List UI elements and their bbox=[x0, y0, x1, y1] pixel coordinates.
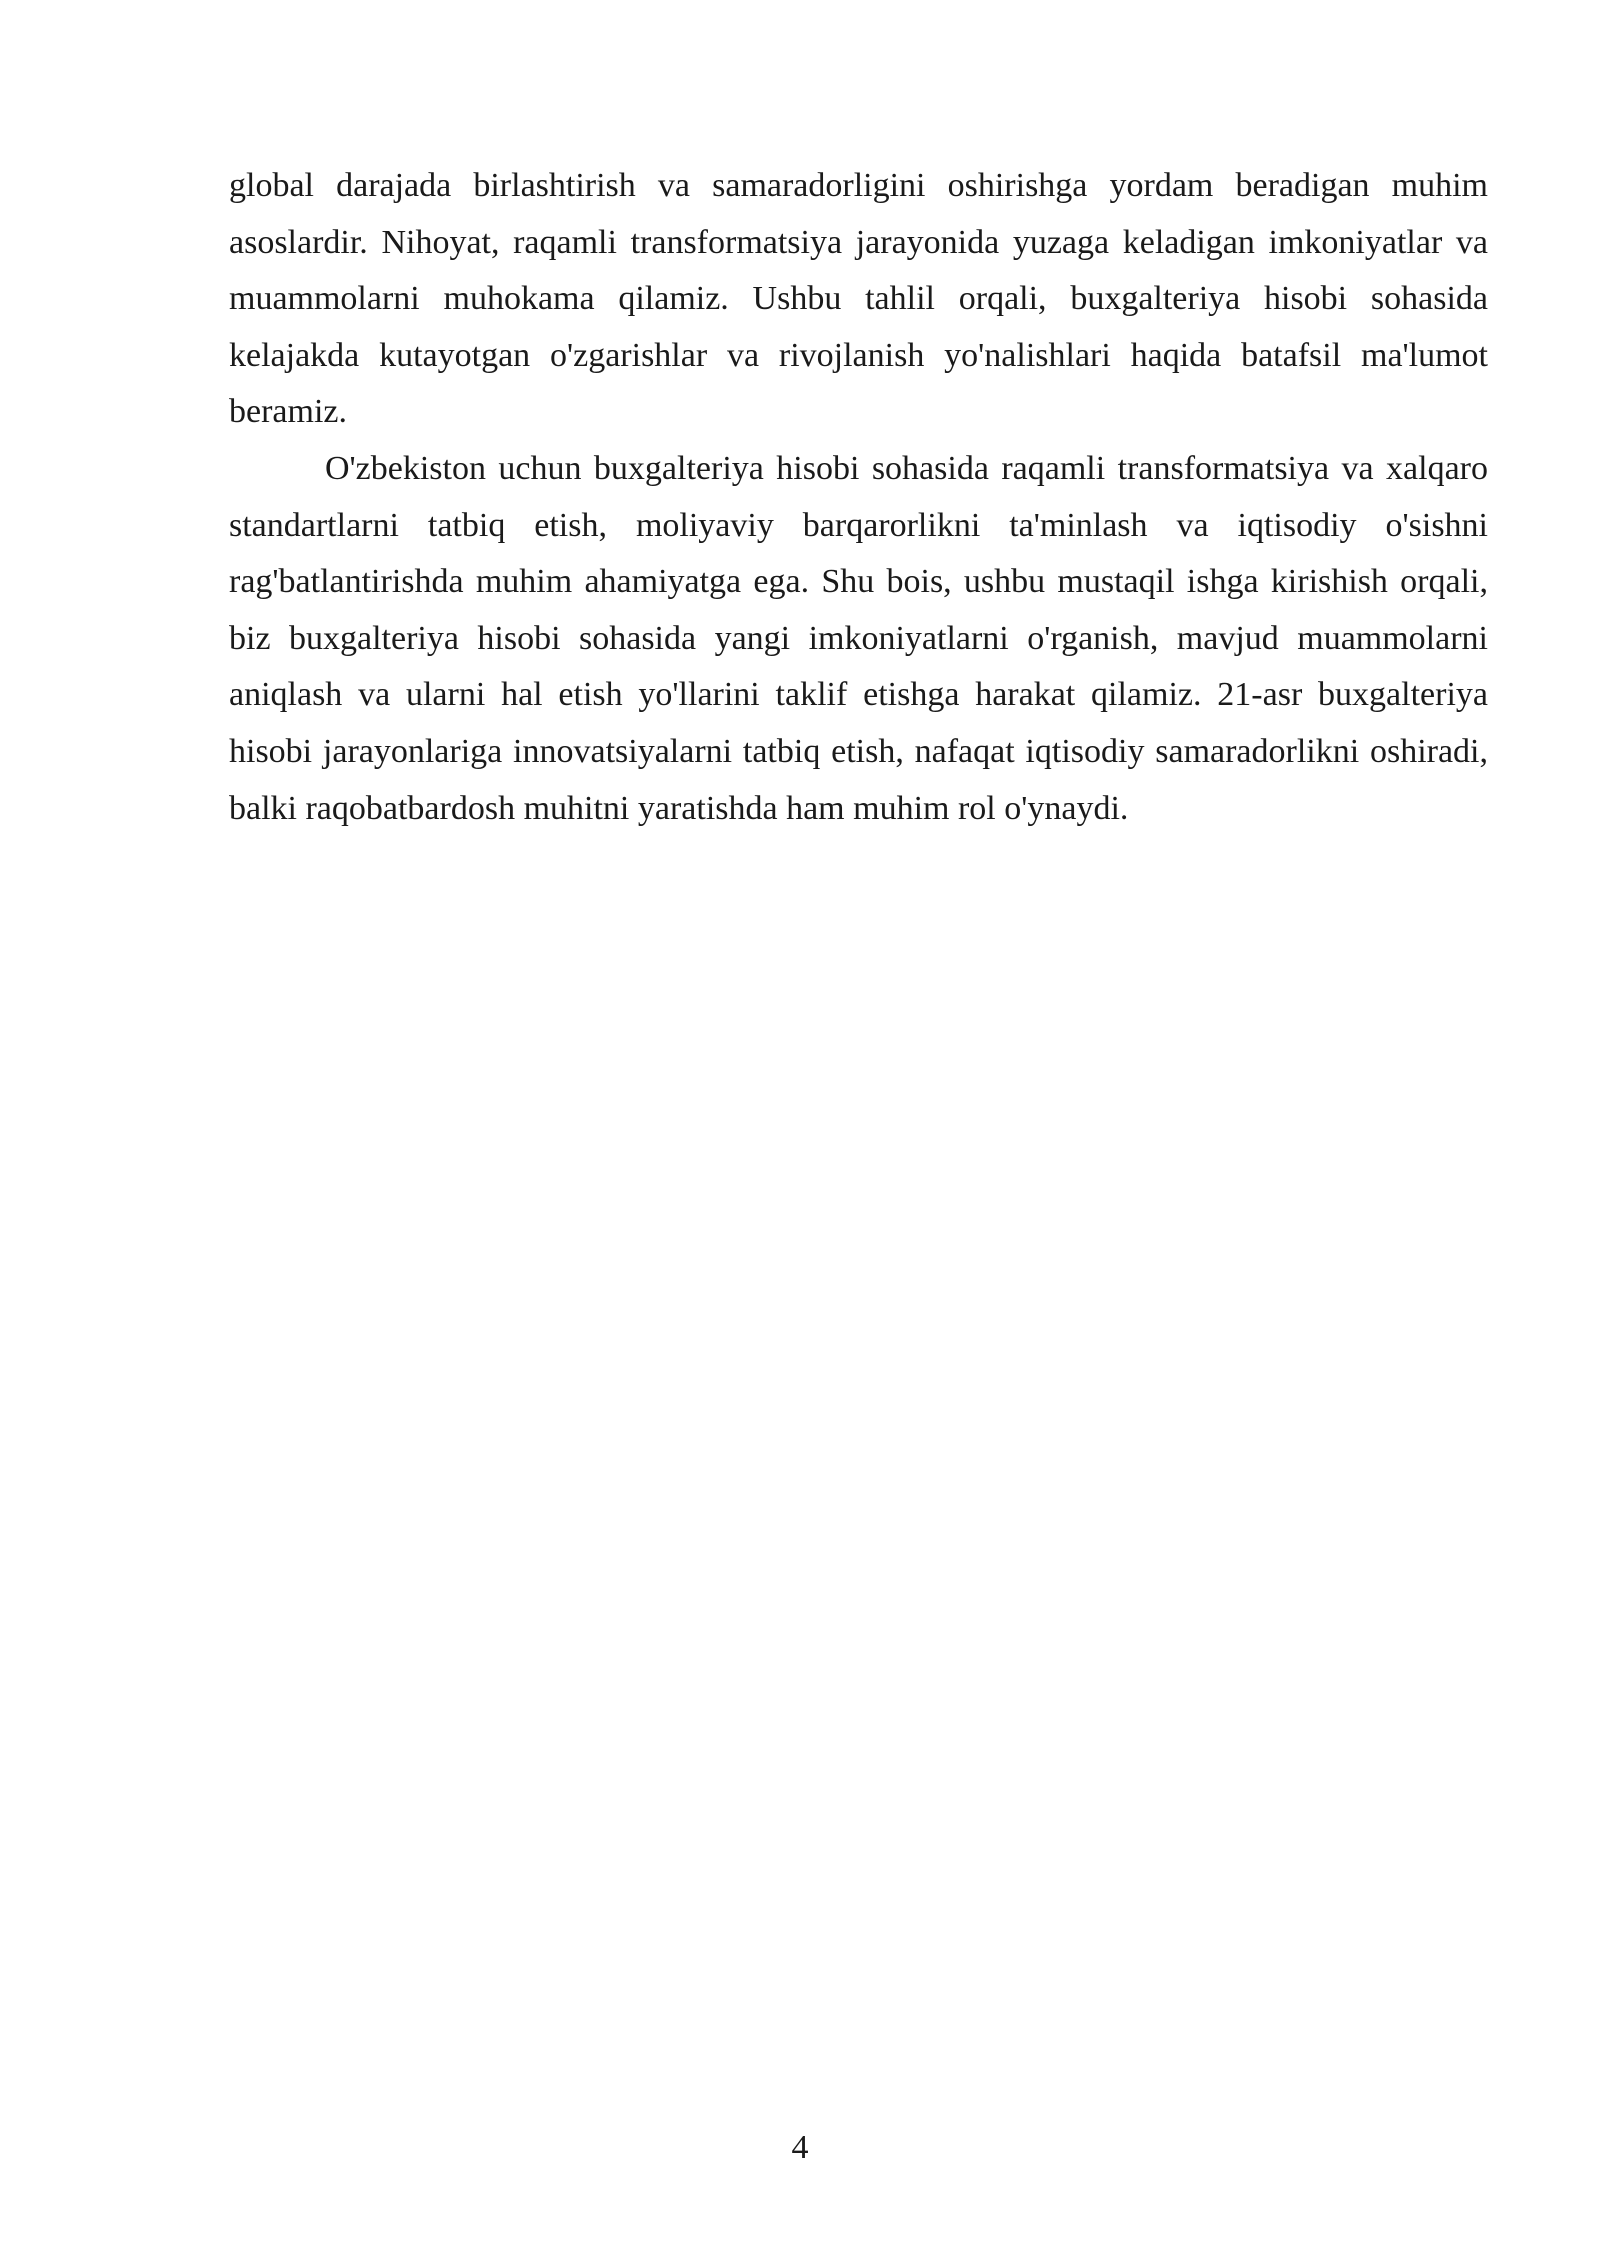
paragraph-uzbekistan: O'zbekiston uchun buxgalteriya hisobi sohasida raqamli transformatsiya va xalqaro standartlarni tatbiq etish, moliyaviy barqarorlikni ta'minlash va iqtisodiy o'sishni rag'batlantirishda muhim ahamiyatga ega. Shu bois, ushbu mustaqil ishga kirishish orqali, biz buxgalteriya hisobi sohasida yangi imkoniyatlarni o'rganish, mavjud muammolarni aniqlash va ularni hal etish yo'llarini taklif etishga harakat qilamiz. 21-asr buxgalteriya hisobi jarayonlariga innovatsiyalarni tatbiq etish, nafaqat iqtisodiy samaradorlikni oshiradi, balki raqobatbardosh muhitni yaratishda ham muhim rol o'ynaydi. bbox=[229, 449, 1488, 827]
body-text bbox=[229, 158, 1488, 837]
paragraph-continuation: global darajada birlashtirish va samaradorligini oshirishga yordam beradigan muhim asoslardir. Nihoyat, raqamli transformatsiya jarayonida yuzaga keladigan imkoniyatlar va muammolarni muhokama qilamiz. Ushbu tahlil orqali, buxgalteriya hisobi sohasida kelajakda kutayotgan o'zgarishlar va rivojlanish yo'nalishlari haqida batafsil ma'lumot beramiz. bbox=[229, 167, 1488, 431]
page-number: 4 bbox=[791, 2129, 809, 2166]
